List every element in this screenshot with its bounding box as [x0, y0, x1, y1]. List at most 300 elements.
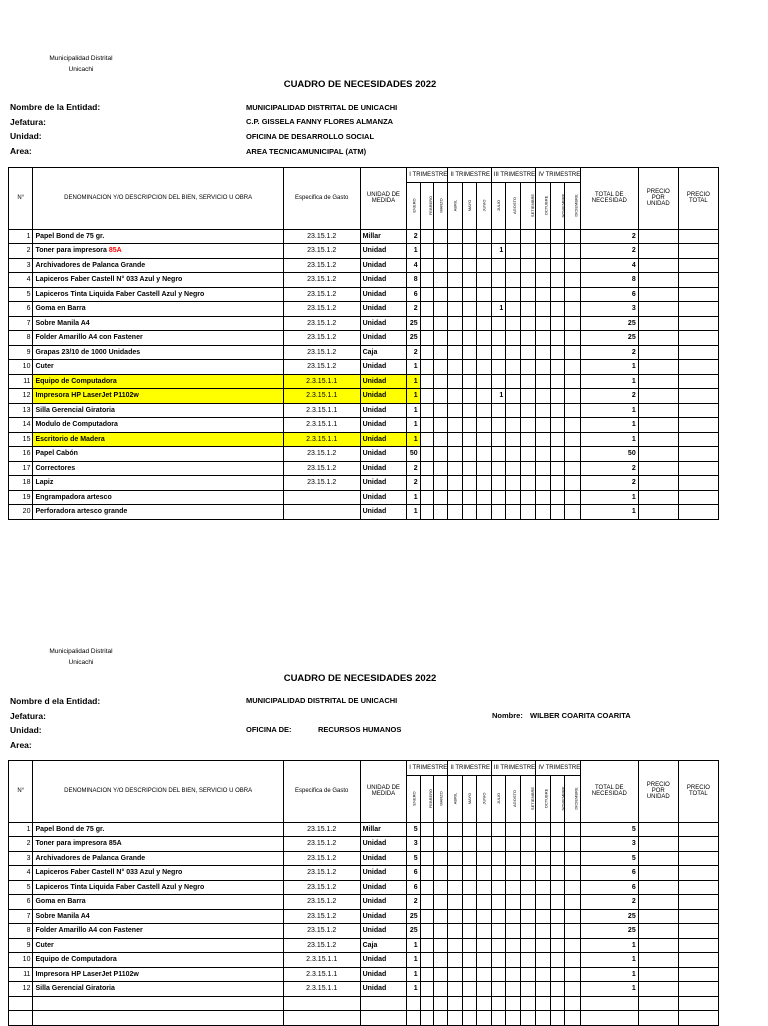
- row-especifica: 23.15.1.2: [283, 461, 360, 476]
- row-month-qty: 1: [407, 403, 420, 418]
- month-label: AGOSTO: [512, 196, 518, 214]
- row-number: 16: [9, 447, 33, 462]
- table-row-empty: [9, 1011, 719, 1026]
- month-label: NOVIEMBRE: [560, 785, 566, 811]
- label-area: Area:: [10, 740, 32, 750]
- row-precio-unidad: [638, 822, 678, 837]
- row-month-qty: 1: [407, 967, 420, 982]
- row-month-qty: [491, 967, 505, 982]
- row-description-text: Modulo de Computadora: [35, 421, 118, 429]
- col-header-precio-total: PRECIO TOTAL: [678, 761, 718, 823]
- row-precio-unidad: [638, 909, 678, 924]
- row-month-qty: 1: [491, 389, 505, 404]
- row-especifica: 2.3.15.1.1: [283, 967, 360, 982]
- row-especifica: 23.15.1.2: [283, 331, 360, 346]
- table-row: [9, 822, 719, 837]
- month-label: ENERO: [411, 790, 417, 806]
- row-total: 1: [580, 982, 638, 997]
- row-month-qty: [491, 837, 505, 852]
- row-description-text: Sobre Manila A4: [35, 319, 90, 327]
- row-unidad: Unidad: [360, 273, 407, 288]
- row-total: 4: [580, 258, 638, 273]
- row-number: 9: [9, 938, 33, 953]
- row-description-text: Engrampadora artesco: [35, 493, 112, 501]
- row-number: 1: [9, 229, 33, 244]
- row-month-qty: [477, 895, 491, 910]
- row-month-qty: [491, 953, 505, 968]
- month-label: MARZO: [438, 790, 444, 806]
- row-month-qty: [506, 895, 520, 910]
- row-month-qty: [477, 967, 491, 982]
- row-month-qty: [477, 938, 491, 953]
- empty-cell: [520, 1011, 536, 1026]
- row-description-text: Impresora HP LaserJet P1102w: [35, 970, 139, 978]
- row-month-qty: [420, 909, 433, 924]
- row-month-qty: [433, 895, 447, 910]
- row-description: [33, 851, 283, 866]
- row-month-qty: [491, 924, 505, 939]
- row-unidad: Unidad: [360, 505, 407, 520]
- row-total: 2: [580, 229, 638, 244]
- month-label: MAYO: [467, 199, 473, 211]
- row-description-text: Equipo de Computadora: [35, 377, 117, 385]
- row-month-qty: [491, 822, 505, 837]
- row-unidad: Millar: [360, 822, 407, 837]
- row-total: 25: [580, 909, 638, 924]
- row-number: 4: [9, 273, 33, 288]
- row-month-qty: 1: [407, 432, 420, 447]
- col-header-month: [448, 775, 462, 822]
- row-description: [33, 938, 283, 953]
- row-total: 1: [580, 490, 638, 505]
- empty-cell: [360, 1011, 407, 1026]
- row-precio-unidad: [638, 938, 678, 953]
- row-number: 1: [9, 822, 33, 837]
- municipality-header: [36, 646, 126, 668]
- row-total: 3: [580, 302, 638, 317]
- row-month-qty: [536, 866, 550, 881]
- row-month-qty: [491, 880, 505, 895]
- row-unidad: Caja: [360, 938, 407, 953]
- row-month-qty: 2: [407, 461, 420, 476]
- row-unidad: Unidad: [360, 880, 407, 895]
- row-total: 2: [580, 389, 638, 404]
- month-label: SETIEMBRE: [529, 786, 535, 810]
- month-label: FEBRERO: [427, 195, 433, 215]
- row-description-text: Grapas 23/10 de 1000 Unidades: [35, 348, 141, 356]
- row-description-text: Papel Bond de 75 gr.: [35, 232, 105, 240]
- row-month-qty: [565, 822, 581, 837]
- row-total: 2: [580, 476, 638, 491]
- row-precio-unidad: [638, 967, 678, 982]
- row-month-qty: [477, 909, 491, 924]
- row-month-qty: [477, 851, 491, 866]
- empty-cell: [550, 1011, 564, 1026]
- month-label: NOVIEMBRE: [560, 192, 566, 218]
- row-month-qty: [448, 866, 462, 881]
- empty-cell: [580, 1011, 638, 1026]
- row-description-text: Lapiceros Faber Castell N° 033 Azul y Negro: [35, 276, 183, 284]
- row-precio-total: [678, 880, 718, 895]
- row-month-qty: [433, 967, 447, 982]
- row-month-qty: [491, 895, 505, 910]
- row-month-qty: [462, 938, 476, 953]
- row-month-qty: [433, 953, 447, 968]
- row-especifica: 23.15.1.2: [283, 938, 360, 953]
- row-description: [33, 982, 283, 997]
- row-description: [33, 953, 283, 968]
- row-total: 6: [580, 880, 638, 895]
- row-month-qty: 5: [407, 822, 420, 837]
- row-number: 12: [9, 982, 33, 997]
- empty-cell: [565, 1011, 581, 1026]
- row-month-qty: [477, 866, 491, 881]
- row-unidad: Unidad: [360, 302, 407, 317]
- row-month-qty: [565, 967, 581, 982]
- row-month-qty: [565, 909, 581, 924]
- row-unidad: Unidad: [360, 258, 407, 273]
- row-especifica: 23.15.1.2: [283, 447, 360, 462]
- col-header-precio-unidad: PRECIO POR UNIDAD: [638, 761, 678, 823]
- row-precio-unidad: [638, 866, 678, 881]
- row-unidad: Unidad: [360, 837, 407, 852]
- row-precio-total: [678, 924, 718, 939]
- empty-cell: [565, 996, 581, 1011]
- row-description: [33, 837, 283, 852]
- row-unidad: Unidad: [360, 418, 407, 433]
- empty-cell: [420, 996, 433, 1011]
- col-header-month: [506, 775, 520, 822]
- row-month-qty: 1: [407, 374, 420, 389]
- empty-cell: [407, 1011, 420, 1026]
- col-header-n: N°: [9, 761, 33, 823]
- row-month-qty: [462, 851, 476, 866]
- row-description-text: Papel Bond de 75 gr.: [35, 825, 105, 833]
- empty-cell: [477, 996, 491, 1011]
- month-label: SETIEMBRE: [529, 193, 535, 217]
- row-especifica: 23.15.1.2: [283, 822, 360, 837]
- row-month-qty: [550, 822, 564, 837]
- month-label: OCTUBRE: [543, 195, 549, 215]
- row-month-qty: [565, 880, 581, 895]
- row-description-text: Goma en Barra: [35, 305, 86, 313]
- empty-cell: [462, 1011, 476, 1026]
- row-especifica: 2.3.15.1.1: [283, 982, 360, 997]
- table-row: [9, 880, 719, 895]
- row-description-text: Escritorio de Madera: [35, 435, 105, 443]
- row-month-qty: [462, 866, 476, 881]
- row-especifica: 23.15.1.2: [283, 866, 360, 881]
- row-month-qty: [433, 866, 447, 881]
- row-month-qty: 1: [407, 360, 420, 375]
- row-total: 5: [580, 851, 638, 866]
- label-unidad: Unidad:: [10, 131, 42, 141]
- row-precio-total: [678, 851, 718, 866]
- row-unidad: Millar: [360, 229, 407, 244]
- row-month-qty: [491, 938, 505, 953]
- row-unidad: Unidad: [360, 244, 407, 259]
- empty-cell: [678, 1011, 718, 1026]
- row-month-qty: [550, 924, 564, 939]
- row-description-text: Lapiceros Faber Castell N° 033 Azul y Negro: [35, 869, 183, 877]
- month-label: ABRIL: [452, 792, 458, 804]
- value-nombre: WILBER COARITA COARITA: [530, 711, 631, 720]
- row-month-qty: [520, 866, 536, 881]
- row-especifica: 23.15.1.2: [283, 895, 360, 910]
- row-month-qty: 1: [491, 302, 505, 317]
- row-total: 5: [580, 822, 638, 837]
- row-number: 19: [9, 490, 33, 505]
- col-header-month: [420, 775, 433, 822]
- row-month-qty: 8: [407, 273, 420, 288]
- label-unidad: Unidad:: [10, 725, 42, 735]
- row-month-qty: [448, 982, 462, 997]
- row-month-qty: [506, 982, 520, 997]
- row-number: 11: [9, 967, 33, 982]
- col-header-especifica: Especifica de Gasto: [283, 168, 360, 230]
- row-month-qty: [550, 866, 564, 881]
- row-number: 18: [9, 476, 33, 491]
- row-total: 2: [580, 461, 638, 476]
- value-jefatura: C.P. GISSELA FANNY FLORES ALMANZA: [246, 117, 394, 126]
- row-especifica: 23.15.1.2: [283, 837, 360, 852]
- row-unidad: Unidad: [360, 403, 407, 418]
- row-total: 2: [580, 244, 638, 259]
- municipality-line2: Unicachi: [68, 66, 94, 73]
- row-month-qty: [448, 895, 462, 910]
- row-especifica: 2.3.15.1.1: [283, 389, 360, 404]
- row-precio-total: [678, 822, 718, 837]
- empty-cell: [638, 1011, 678, 1026]
- empty-cell: [462, 996, 476, 1011]
- row-description-text: Equipo de Computadora: [35, 956, 117, 964]
- row-precio-total: [678, 909, 718, 924]
- row-month-qty: [477, 837, 491, 852]
- row-month-qty: [536, 938, 550, 953]
- row-month-qty: 6: [407, 880, 420, 895]
- row-total: 1: [580, 938, 638, 953]
- col-header-month: [550, 775, 564, 822]
- row-number: 2: [9, 837, 33, 852]
- row-total: 3: [580, 837, 638, 852]
- row-month-qty: [536, 837, 550, 852]
- label-nombre: Nombre:: [492, 711, 523, 720]
- row-unidad: Unidad: [360, 461, 407, 476]
- col-header-unidad: UNIDAD DE MEDIDA: [360, 168, 407, 230]
- row-precio-unidad: [638, 924, 678, 939]
- row-precio-unidad: [638, 837, 678, 852]
- label-entidad: Nombre d ela Entidad:: [10, 696, 101, 706]
- row-month-qty: [420, 880, 433, 895]
- row-precio-total: [678, 967, 718, 982]
- col-header-precio-unidad: PRECIO POR UNIDAD: [638, 168, 678, 230]
- row-month-qty: [420, 967, 433, 982]
- row-number: 7: [9, 316, 33, 331]
- row-month-qty: [448, 909, 462, 924]
- col-header-month: [462, 775, 476, 822]
- row-especifica: 23.15.1.2: [283, 287, 360, 302]
- row-month-qty: [536, 822, 550, 837]
- row-number: 6: [9, 895, 33, 910]
- col-header-total: TOTAL DE NECESIDAD: [580, 761, 638, 823]
- form-title: CUADRO DE NECESIDADES 2022: [283, 673, 437, 684]
- col-header-trimestre-1: I TRIMESTRE: [407, 168, 448, 183]
- row-month-qty: [462, 822, 476, 837]
- col-header-total: TOTAL DE NECESIDAD: [580, 168, 638, 230]
- row-total: 1: [580, 374, 638, 389]
- row-month-qty: [477, 924, 491, 939]
- row-total: 1: [580, 953, 638, 968]
- row-total: 1: [580, 967, 638, 982]
- empty-cell: [407, 996, 420, 1011]
- row-month-qty: [506, 837, 520, 852]
- row-unidad: Caja: [360, 345, 407, 360]
- col-header-trimestre-4: IV TRIMESTRE: [536, 761, 581, 776]
- row-month-qty: [462, 967, 476, 982]
- row-number: 8: [9, 924, 33, 939]
- row-precio-unidad: [638, 895, 678, 910]
- col-header-month: [433, 775, 447, 822]
- needs-table-2: [8, 760, 719, 1026]
- row-month-qty: [433, 924, 447, 939]
- row-unidad: Unidad: [360, 909, 407, 924]
- row-month-qty: [565, 866, 581, 881]
- row-especifica: 23.15.1.2: [283, 244, 360, 259]
- row-especifica: 2.3.15.1.1: [283, 953, 360, 968]
- row-unidad: Unidad: [360, 851, 407, 866]
- col-header-month: [491, 775, 505, 822]
- row-month-qty: [462, 982, 476, 997]
- row-precio-unidad: [638, 851, 678, 866]
- row-number: 11: [9, 374, 33, 389]
- month-label: JULIO: [496, 792, 502, 804]
- row-description-text: Cuter: [35, 363, 54, 371]
- row-description-text: Impresora HP LaserJet P1102w: [35, 392, 139, 400]
- row-number: 5: [9, 287, 33, 302]
- row-unidad: Unidad: [360, 982, 407, 997]
- label-oficina: OFICINA DE:: [246, 725, 292, 734]
- row-month-qty: 1: [407, 418, 420, 433]
- row-precio-total: [678, 953, 718, 968]
- row-total: 1: [580, 418, 638, 433]
- col-header-month: [520, 775, 536, 822]
- row-total: 6: [580, 287, 638, 302]
- row-unidad: Unidad: [360, 447, 407, 462]
- row-description-text: Folder Amarillo A4 con Fastener: [35, 927, 143, 935]
- row-precio-total: [678, 938, 718, 953]
- table-row: [9, 909, 719, 924]
- row-description-text: Silla Gerencial Giratoria: [35, 406, 115, 414]
- row-month-qty: [550, 851, 564, 866]
- label-jefatura: Jefatura:: [10, 117, 46, 127]
- row-month-qty: [448, 837, 462, 852]
- row-description-text: Folder Amarillo A4 con Fastener: [35, 334, 143, 342]
- row-month-qty: [520, 938, 536, 953]
- row-especifica: 23.15.1.2: [283, 476, 360, 491]
- row-month-qty: [448, 924, 462, 939]
- empty-cell: [283, 996, 360, 1011]
- empty-cell: [491, 1011, 505, 1026]
- row-especifica: 2.3.15.1.1: [283, 403, 360, 418]
- row-month-qty: 6: [407, 866, 420, 881]
- row-description-text: Toner para impresora 85A: [35, 840, 122, 848]
- col-header-month: [565, 775, 581, 822]
- row-unidad: Unidad: [360, 389, 407, 404]
- municipality-line2: Unicachi: [68, 659, 94, 666]
- row-month-qty: [491, 851, 505, 866]
- row-description-text: Silla Gerencial Giratoria: [35, 985, 115, 993]
- row-total: 2: [580, 345, 638, 360]
- empty-cell: [678, 996, 718, 1011]
- row-month-qty: 1: [407, 982, 420, 997]
- row-month-qty: [433, 982, 447, 997]
- row-month-qty: [491, 866, 505, 881]
- row-month-qty: [477, 982, 491, 997]
- row-month-qty: [506, 938, 520, 953]
- row-description-text: Papel Cabón: [35, 450, 78, 458]
- row-month-qty: [520, 822, 536, 837]
- value-unidad: OFICINA DE DESARROLLO SOCIAL: [246, 132, 375, 141]
- row-especifica: 23.15.1.2: [283, 302, 360, 317]
- row-month-qty: 50: [407, 447, 420, 462]
- month-label: MARZO: [438, 197, 444, 213]
- row-number: 14: [9, 418, 33, 433]
- row-month-qty: 6: [407, 287, 420, 302]
- col-header-n: N°: [9, 168, 33, 230]
- row-month-qty: 1: [407, 389, 420, 404]
- row-description-text: Lapiceros Tinta Liquida Faber Castell Azul y Negro: [35, 883, 205, 891]
- row-month-qty: [448, 822, 462, 837]
- row-number: 13: [9, 403, 33, 418]
- row-number: 10: [9, 360, 33, 375]
- value-entidad: MUNICIPALIDAD DISTRITAL DE UNICACHI: [246, 696, 398, 705]
- value-entidad: MUNICIPALIDAD DISTRITAL DE UNICACHI: [246, 103, 398, 112]
- row-description-text: Sobre Manila A4: [35, 912, 90, 920]
- row-total: 50: [580, 447, 638, 462]
- row-month-qty: [536, 909, 550, 924]
- col-header-unidad: UNIDAD DE MEDIDA: [360, 761, 407, 823]
- row-especifica: 2.3.15.1.1: [283, 432, 360, 447]
- col-header-month: [407, 775, 420, 822]
- row-month-qty: 25: [407, 924, 420, 939]
- empty-cell: [520, 996, 536, 1011]
- row-month-qty: [565, 924, 581, 939]
- row-month-qty: [550, 967, 564, 982]
- col-header-trimestre-3: III TRIMESTRE: [491, 168, 536, 183]
- row-description-text: Perforadora artesco grande: [35, 508, 128, 516]
- row-month-qty: [506, 909, 520, 924]
- row-description-text: Cuter: [35, 941, 54, 949]
- row-unidad: Unidad: [360, 924, 407, 939]
- row-month-qty: 5: [407, 851, 420, 866]
- row-month-qty: [477, 880, 491, 895]
- row-precio-unidad: [638, 982, 678, 997]
- row-month-qty: [433, 880, 447, 895]
- row-month-qty: [420, 924, 433, 939]
- value-oficina: RECURSOS HUMANOS: [318, 725, 402, 734]
- empty-cell: [9, 1011, 33, 1026]
- row-month-qty: [520, 953, 536, 968]
- row-especifica: 2.3.15.1.1: [283, 374, 360, 389]
- row-description-text: Goma en Barra: [35, 898, 86, 906]
- row-month-qty: 1: [407, 244, 420, 259]
- row-description-highlight: 85A: [108, 247, 122, 255]
- row-total: 1: [580, 360, 638, 375]
- row-number: 7: [9, 909, 33, 924]
- row-especifica: 23.15.1.2: [283, 345, 360, 360]
- row-month-qty: 2: [407, 229, 420, 244]
- row-description: [33, 880, 283, 895]
